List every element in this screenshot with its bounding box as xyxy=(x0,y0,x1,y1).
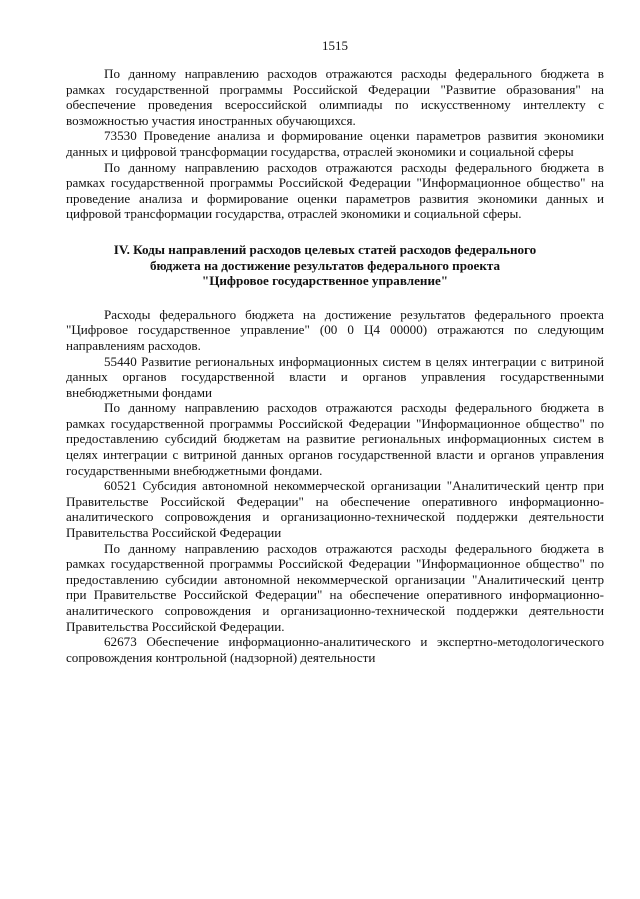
section-heading-line-3: "Цифровое государственное управление" xyxy=(201,273,449,289)
paragraph-olympiad-expenses: По данному направлению расходов отражаются расходы федерального бюджета в рамках государственной программы Российской Федерации "Развитие образования" на обеспечение проведения всероссийской олимпиады по искусственному интеллекту с возможностью участия иностранных обучающихся. xyxy=(66,66,604,128)
paragraph-information-society-analysis: По данному направлению расходов отражаются расходы федерального бюджета в рамках государственной программы Российской Федерации "Информационное общество" на проведение анализа и формирование оценки параметров развития экономики данных и цифровой трансформации государства, отраслей экономики и социальной сферы. xyxy=(66,159,604,222)
paragraph-60521-description: По данному направлению расходов отражаются расходы федерального бюджета в рамках государственной программы Российской Федерации "Информационное общество" по предоставлению субсидии автономной некоммерческой организации "Аналитический центр при Правительстве Российской Федерации" на обеспечение оперативного информационно-аналитического сопровождения и организационно-технической поддержки деятельности Правительства Российской Федерации. xyxy=(66,540,604,634)
paragraph-code-73530: 73530 Проведение анализа и формирование оценки параметров развития экономики данных и цифровой трансформации государства, отраслей экономики и социальной сферы xyxy=(66,128,604,159)
paragraph-project-intro: Расходы федерального бюджета на достижение результатов федерального проекта "Цифровое государственное управление" (00 0 Ц4 00000) отражаются по следующим направлениям расходов. xyxy=(66,306,604,353)
section-heading xyxy=(66,242,584,289)
page-number: 1515 xyxy=(322,38,348,53)
paragraph-code-62673: 62673 Обеспечение информационно-аналитического и экспертно-методологического сопровождения контрольной (надзорной) деятельности xyxy=(66,634,604,665)
section-heading-line-1: IV. Коды направлений расходов целевых статей расходов федерального xyxy=(113,241,537,257)
section-heading-line-2: бюджета на достижение результатов федерального проекта xyxy=(149,257,501,273)
paragraph-code-55440: 55440 Развитие региональных информационных систем в целях интеграции с витриной данных органов государственной власти и органов управления государственными внебюджетными фондами xyxy=(66,353,604,400)
paragraph-55440-description: По данному направлению расходов отражаются расходы федерального бюджета в рамках государственной программы Российской Федерации "Информационное общество" по предоставлению субсидий бюджетам на развитие региональных информационных систем в целях интеграции с витриной данных органов государственной власти и органов управления государственными внебюджетными фондами. xyxy=(66,400,604,478)
paragraph-code-60521: 60521 Субсидия автономной некоммерческой организации "Аналитический центр при Правительстве Российской Федерации" на обеспечение оперативного информационно-аналитического сопровождения и организационно-технической поддержки деятельности Правительства Российской Федерации xyxy=(66,478,604,541)
